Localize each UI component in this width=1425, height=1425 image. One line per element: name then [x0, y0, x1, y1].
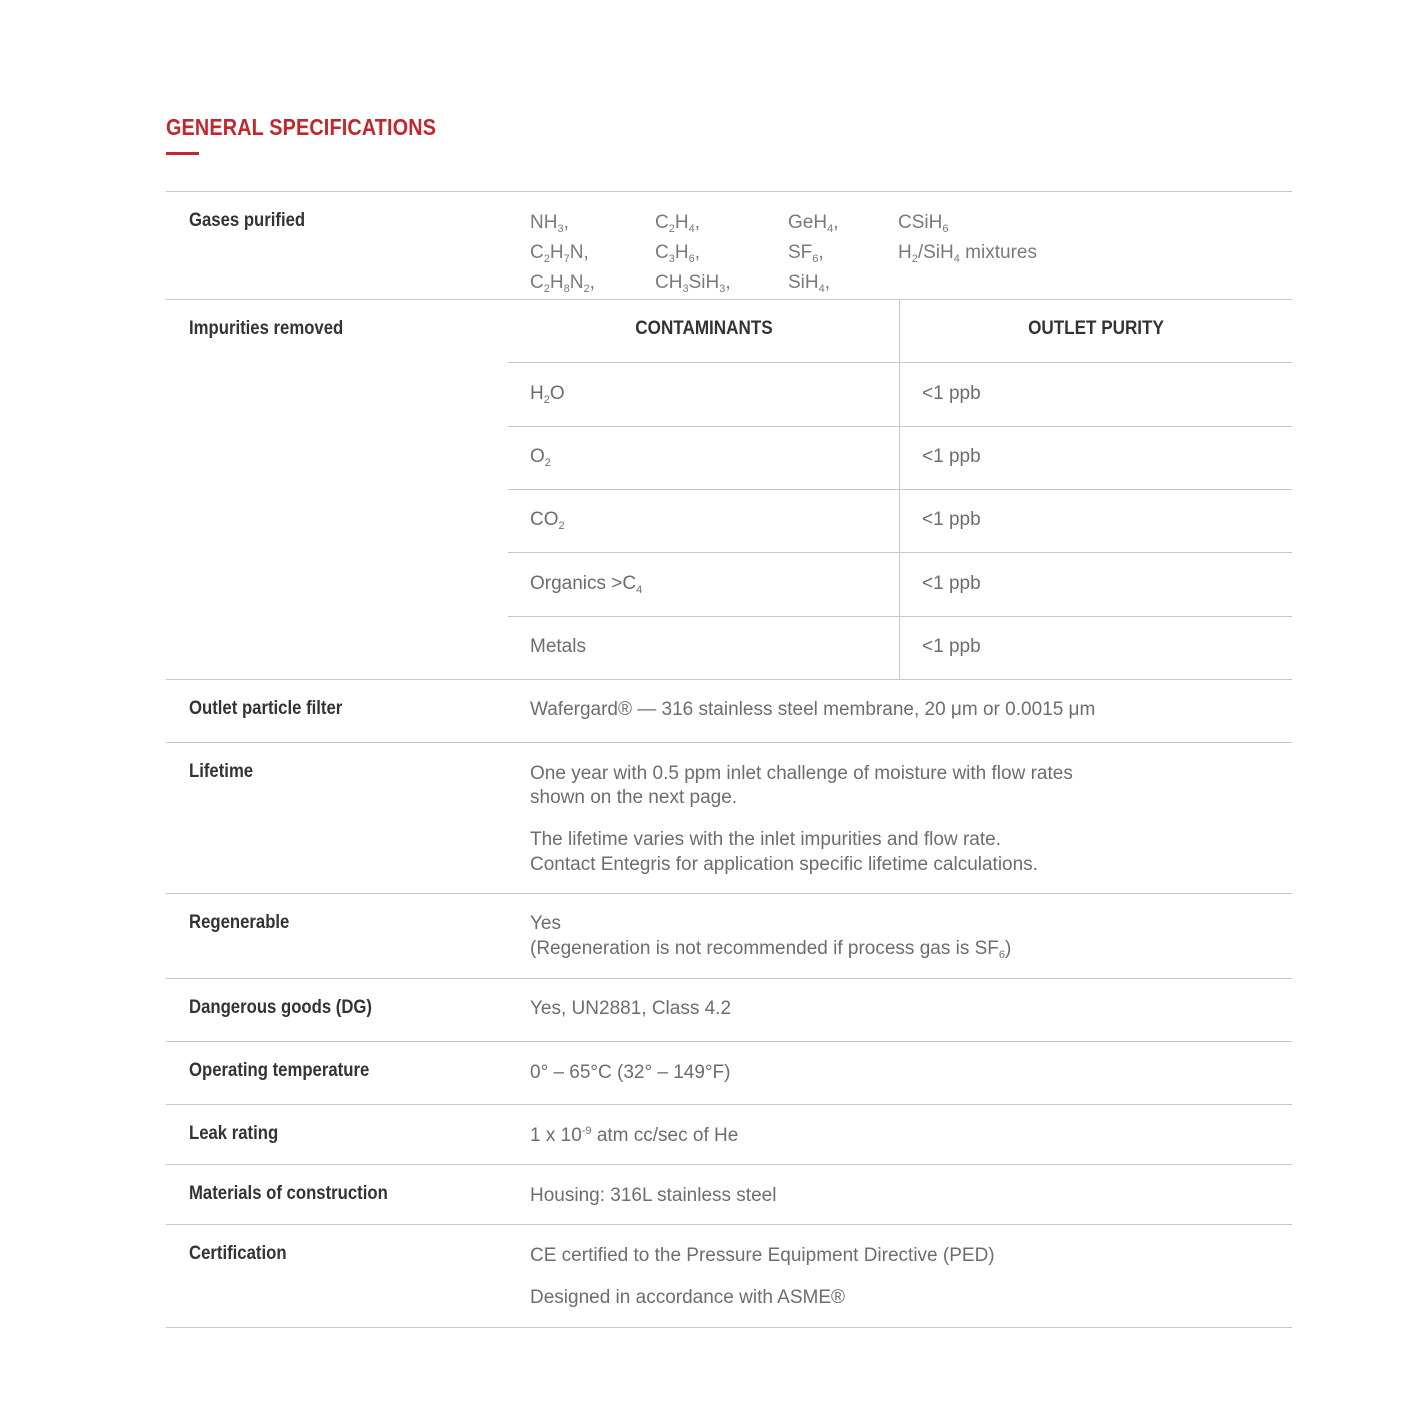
- leak-value: 1 x $10^{-9}$ atm cc/sec of He: [530, 1125, 739, 1146]
- certification-value: CE certified to the Pressure Equipment Directive (PED): [530, 1245, 995, 1266]
- certification-note: Designed in accordance with ASME®: [530, 1287, 845, 1308]
- divider: [166, 299, 1292, 300]
- gas-item: $SF_6$,: [788, 242, 824, 265]
- impurities-label: Impurities removed: [189, 318, 344, 339]
- gas-item: CSiH$_6$: [898, 212, 949, 235]
- divider: [166, 1104, 1292, 1105]
- purity-value: <1 ppb: [922, 446, 981, 467]
- filter-value: Wafergard® — 316 stainless steel membrane, 20 μm or 0.0015 μm: [530, 699, 1096, 720]
- divider: [166, 679, 1292, 680]
- certification-label: Certification: [189, 1243, 287, 1264]
- gas-item: $C_3H_6$,: [655, 242, 700, 265]
- gas-item: $NH_3$,: [530, 212, 569, 235]
- gas-item: SiH$_4$,: [788, 272, 831, 295]
- lifetime-note: Contact Entegris for application specific lifetime calculations.: [530, 854, 1038, 875]
- gas-item: GeH$_4$,: [788, 212, 839, 235]
- regenerable-value: Yes: [530, 913, 561, 934]
- outlet-purity-header: OUTLET PURITY: [1028, 318, 1164, 339]
- gases-label: Gases purified: [189, 210, 306, 231]
- gas-item: $C_2H_7N$,: [530, 242, 589, 265]
- temperature-value: 0° – 65°C (32° – 149°F): [530, 1062, 731, 1083]
- table-row-divider: [508, 489, 1292, 490]
- temperature-label: Operating temperature: [189, 1060, 370, 1081]
- table-row-divider: [508, 552, 1292, 553]
- leak-label: Leak rating: [189, 1123, 279, 1144]
- divider: [166, 1041, 1292, 1042]
- divider: [166, 1164, 1292, 1165]
- divider: [166, 1224, 1292, 1225]
- contaminant-h2o: $H_2O$: [530, 383, 565, 406]
- table-row-divider: [508, 426, 1292, 427]
- contaminants-header: CONTAMINANTS: [635, 318, 773, 339]
- gases-column-2: [655, 211, 731, 301]
- lifetime-label: Lifetime: [189, 761, 254, 782]
- filter-label: Outlet particle filter: [189, 698, 343, 719]
- purity-value: <1 ppb: [922, 383, 981, 404]
- divider: [166, 191, 1292, 192]
- title-underline: [166, 152, 199, 155]
- regenerable-label: Regenerable: [189, 912, 290, 933]
- divider: [166, 978, 1292, 979]
- gases-column-3: [788, 211, 838, 301]
- lifetime-note: The lifetime varies with the inlet impurities and flow rate.: [530, 829, 1001, 850]
- lifetime-text: One year with 0.5 ppm inlet challenge of moisture with flow rates: [530, 763, 1073, 784]
- materials-value: Housing: 316L stainless steel: [530, 1185, 777, 1206]
- gas-item: $C_2H_4$,: [655, 212, 700, 235]
- contaminant-co2: $CO_2$: [530, 509, 565, 532]
- contaminant-metals: Metals: [530, 636, 586, 657]
- dg-value: Yes, UN2881, Class 4.2: [530, 998, 732, 1019]
- purity-value: <1 ppb: [922, 509, 981, 530]
- contaminant-o2: $O_2$: [530, 446, 551, 469]
- divider: [166, 1327, 1292, 1328]
- gas-item: $C_2H_8N_2$,: [530, 272, 595, 295]
- purity-value: <1 ppb: [922, 573, 981, 594]
- table-row-divider: [508, 616, 1292, 617]
- divider: [166, 742, 1292, 743]
- purity-value: <1 ppb: [922, 636, 981, 657]
- divider: [166, 893, 1292, 894]
- gases-column-1: [530, 211, 595, 301]
- gases-column-4: [898, 211, 1037, 271]
- lifetime-text: shown on the next page.: [530, 787, 738, 808]
- regenerable-note: (Regeneration is not recommended if process gas is $SF_6$): [530, 938, 1012, 961]
- gas-item: $CH_3SiH_3$,: [655, 272, 731, 295]
- dg-label: Dangerous goods (DG): [189, 997, 372, 1018]
- gas-item: $H_2/SiH_4$ mixtures: [898, 242, 1037, 265]
- section-title: GENERAL SPECIFICATIONS: [166, 114, 437, 140]
- table-row-divider: [508, 362, 1292, 363]
- contaminant-organics: Organics $>C_4$: [530, 573, 643, 596]
- materials-label: Materials of construction: [189, 1183, 388, 1204]
